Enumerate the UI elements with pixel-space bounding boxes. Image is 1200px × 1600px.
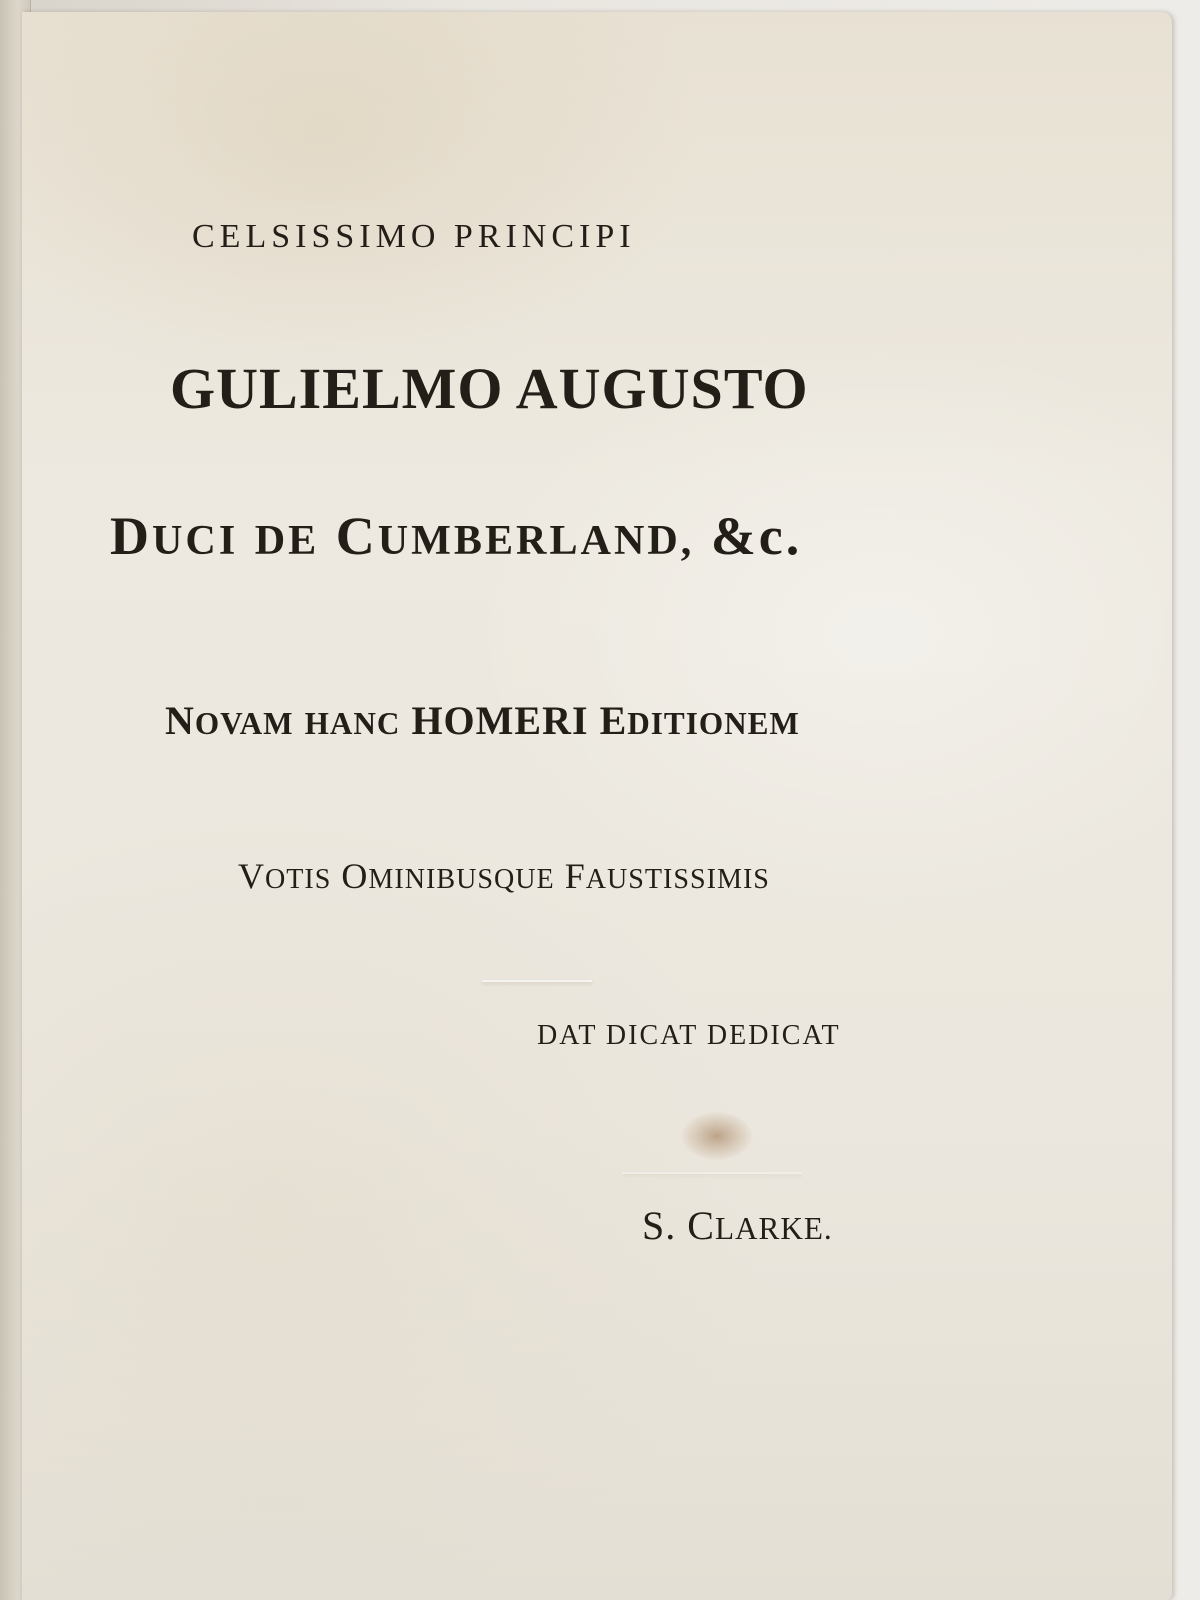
dat-dicat-dedicat-text: DAT DICAT DEDICAT	[537, 1020, 841, 1051]
cumberland-rest: UMBERLAND,	[377, 517, 695, 564]
novam-cap: N	[165, 698, 195, 743]
initial-s: S.	[642, 1203, 677, 1248]
hanc-word: HANC	[304, 706, 401, 741]
dedication-line-4	[165, 697, 800, 744]
dedication-line-1	[192, 218, 636, 256]
ominibusque-cap: O	[341, 856, 369, 896]
editionem-rest: DITIONEM	[627, 706, 800, 741]
dedication-line-6	[537, 1020, 841, 1052]
dedication-line-5	[238, 855, 770, 897]
duci-rest: UCI	[152, 517, 239, 564]
gulielmo-augusto-text: GULIELMO AUGUSTO	[170, 356, 809, 421]
etc-word: &c.	[710, 506, 803, 566]
celsissimo-principi-text: CELSISSIMO PRINCIPI	[192, 218, 636, 255]
votis-rest: OTIS	[265, 864, 332, 895]
page-crease	[482, 980, 592, 982]
editionem-cap: E	[599, 698, 628, 743]
dedication-line-3	[110, 505, 802, 567]
foxing-stain	[682, 1112, 752, 1160]
page-crease	[622, 1172, 802, 1174]
votis-cap: V	[238, 856, 265, 896]
ominibusque-rest: MINIBUSQUE	[368, 864, 555, 895]
dedication-line-2	[170, 355, 809, 422]
duci-cap: D	[110, 506, 152, 566]
novam-rest: OVAM	[194, 706, 294, 741]
faustissimis-rest: AUSTISSIMIS	[585, 864, 770, 895]
homeri-word: HOMERI	[411, 698, 589, 743]
faustissimis-cap: F	[564, 856, 586, 896]
clarke-cap: C	[687, 1203, 715, 1248]
dedication-signature	[642, 1202, 833, 1249]
de-word: DE	[254, 517, 320, 564]
clarke-rest: LARKE.	[714, 1211, 833, 1246]
cumberland-cap: C	[335, 506, 378, 566]
